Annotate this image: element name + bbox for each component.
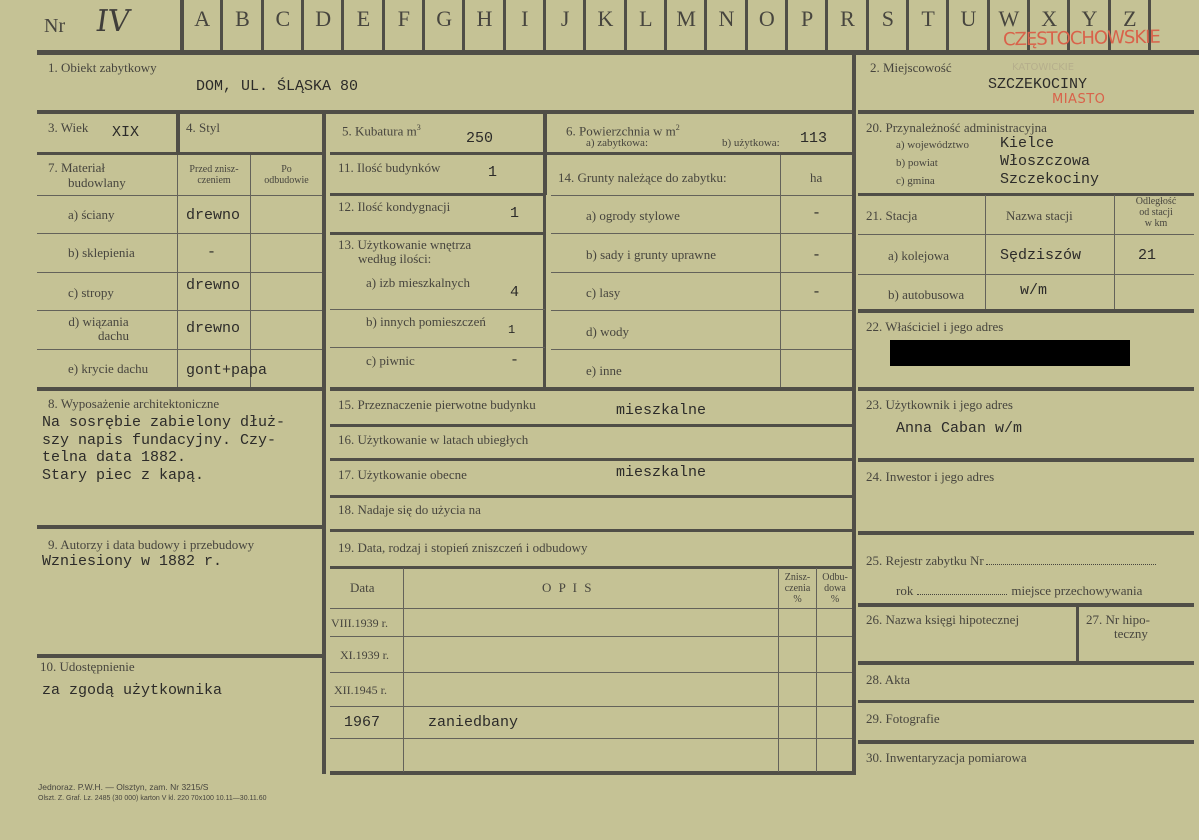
rule <box>37 387 322 391</box>
index-letter-u: U <box>960 6 977 31</box>
field-1-label: 1. Obiekt zabytkowy <box>48 60 157 75</box>
rule <box>551 310 852 311</box>
field-14-row-a-value: - <box>812 205 822 222</box>
field-7-row-d-label: d) wiązania dachu <box>68 314 130 343</box>
index-letter-j: J <box>560 6 570 31</box>
index-letter-k: K <box>597 6 614 31</box>
rule <box>1114 195 1115 310</box>
field-27-label: 27. Nr hipo- teczny <box>1086 612 1150 641</box>
field-6-label: 6. Powierzchnia w $m^2$ <box>566 123 680 139</box>
rule <box>858 531 1194 535</box>
rule <box>330 495 852 498</box>
field-8-line-1: Na sosrębie zabielony dłuż- <box>42 414 286 431</box>
printer-imprint-2: Olszt. Z. Graf. Lz. 2485 (30 000) karton V kl. 220 70x100 10.11—30.11.60 <box>38 795 267 802</box>
rule <box>551 233 852 234</box>
field-7-row-c-value: drewno <box>186 277 241 294</box>
field-30-label: 30. Inwentaryzacja pomiarowa <box>866 750 1027 765</box>
rule <box>1076 606 1079 664</box>
rule <box>330 387 852 391</box>
field-15-label: 15. Przeznaczenie pierwotne budynku <box>338 397 536 412</box>
field-3-label: 3. Wiek <box>48 120 89 135</box>
field-3-value: XIX <box>112 124 140 141</box>
field-13-b-label: b) innych pomieszczeń <box>366 314 486 329</box>
index-letter-d: D <box>315 6 332 31</box>
field-7-col-before: Przed znisz- czeniem <box>189 164 239 186</box>
field-7-row-c-label: c) stropy <box>68 285 114 300</box>
field-19-row-2-date: XI.1939 r. <box>340 648 389 662</box>
rule <box>330 347 545 348</box>
field-21-col-dist: Odległość od stacji w km <box>1135 196 1177 229</box>
field-25-label: 25. Rejestr zabytku Nr <box>866 554 1156 568</box>
field-5-value: 250 <box>466 130 494 147</box>
index-letter-x: X <box>1041 6 1058 31</box>
field-7-row-b-label: b) sklepienia <box>68 245 135 260</box>
field-5-label: 5. Kubatura $m^3$ <box>342 123 421 139</box>
index-letter-b: B <box>235 6 250 31</box>
rule <box>858 458 1194 462</box>
field-10-value: za zgodą użytkownika <box>42 682 223 699</box>
field-14-row-c-label: c) lasy <box>586 285 621 300</box>
index-letter-i: I <box>521 6 529 31</box>
rule <box>543 195 546 388</box>
rule <box>37 349 322 350</box>
field-14-row-b-value: - <box>812 247 822 264</box>
rule <box>330 152 852 155</box>
index-letter-r: R <box>840 6 855 31</box>
field-1-value: DOM, UL. ŚLĄSKA 80 <box>196 78 359 95</box>
field-7-label: 7. Materiał <box>48 160 106 175</box>
field-20-woj-value: Kielce <box>1000 135 1055 152</box>
index-letter-l: L <box>639 6 653 31</box>
rule <box>330 529 852 532</box>
rule <box>322 114 326 774</box>
field-19-row-3-date: XII.1945 r. <box>334 683 387 697</box>
rule <box>37 310 322 311</box>
field-26-label: 26. Nazwa księgi hipotecznej <box>866 612 1020 627</box>
field-10-label: 10. Udostępnienie <box>40 659 135 674</box>
field-14-row-d-label: d) wody <box>586 324 629 339</box>
field-21-bus-label: b) autobusowa <box>888 287 965 302</box>
field-28-label: 28. Akta <box>866 672 911 687</box>
field-21-rail-label: a) kolejowa <box>888 248 950 263</box>
rule <box>330 309 545 310</box>
field-19-col-opis: O P I S <box>542 580 594 595</box>
field-7-row-d-value: drewno <box>186 320 241 337</box>
field-19-col-zniszczenia: Znisz- czenia % <box>784 572 811 605</box>
field-2-label: 2. Miejscowość <box>870 60 952 75</box>
rule <box>176 114 180 153</box>
field-7-row-a-value: drewno <box>186 207 241 224</box>
field-13-a-label: a) izb mieszkalnych <box>366 275 470 290</box>
rule <box>330 771 852 775</box>
field-18-label: 18. Nadaje się do użycia na <box>338 502 481 517</box>
rule <box>330 706 852 707</box>
index-letter-s: S <box>881 6 894 31</box>
rule <box>985 195 986 310</box>
field-7-col-after: Po odbudowie <box>264 164 309 186</box>
rule <box>551 272 852 273</box>
index-letter-f: F <box>397 6 410 31</box>
rule <box>330 608 852 609</box>
field-19-row-4-opis: zaniedbany <box>428 714 519 731</box>
field-17-label: 17. Użytkowanie obecne <box>338 467 467 482</box>
field-21-label: 21. Stacja <box>866 208 918 223</box>
index-letter-t: T <box>921 6 935 31</box>
field-19-label: 19. Data, rodzaj i stopień zniszczeń i odbudowy <box>338 540 588 555</box>
voivodeship-stamp: KATOWICKIE <box>1012 62 1075 73</box>
field-19-col-date: Data <box>350 580 375 595</box>
rule <box>37 272 322 273</box>
index-letter-h: H <box>476 6 493 31</box>
field-23-value: Anna Caban w/m <box>896 420 1023 437</box>
nr-label: Nr <box>44 15 66 37</box>
rule <box>37 525 322 529</box>
field-13-c-value: - <box>510 352 520 369</box>
field-13-a-value: 4 <box>510 284 520 301</box>
field-11-value: 1 <box>488 164 498 181</box>
field-7-row-b-value: - <box>207 244 217 261</box>
rule <box>37 195 322 196</box>
field-12-value: 1 <box>510 205 520 222</box>
owner-redaction-bar <box>890 340 1130 366</box>
rule <box>37 50 1199 55</box>
field-25-rok-line: rok miejsce przechowywania <box>896 583 1143 598</box>
rule <box>330 193 545 196</box>
place-type-stamp: MIASTO <box>1052 92 1106 107</box>
field-8-line-2: szy napis fundacyjny. Czy- <box>42 432 277 449</box>
field-7-row-e-value: gont+papa <box>186 362 268 379</box>
field-20-pow-value: Włoszczowa <box>1000 153 1091 170</box>
field-13-label: 13. Użytkowanie wnętrza według ilości: <box>338 237 472 266</box>
index-letter-m: M <box>676 6 696 31</box>
rule <box>330 672 852 673</box>
field-15-value: mieszkalne <box>616 402 707 419</box>
field-21-bus-name: w/m <box>1020 282 1048 299</box>
field-4-label: 4. Styl <box>186 120 220 135</box>
field-20-label: 20. Przynależność administracyjna <box>866 120 1047 135</box>
index-letter-c: C <box>275 6 291 31</box>
header-divider <box>180 0 184 50</box>
field-6-a: a) zabytkowa: <box>586 137 648 149</box>
rule <box>551 195 852 196</box>
rule <box>330 458 852 461</box>
field-14-row-b-label: b) sady i grunty uprawne <box>586 247 716 262</box>
field-14-row-c-value: - <box>812 284 822 301</box>
field-14-unit: ha <box>810 170 823 185</box>
rule <box>858 661 1194 665</box>
voivodeship-stamp-main: CZĘSTOCHOWSKIE <box>1002 26 1161 51</box>
field-11-label: 11. Ilość budynków <box>338 160 441 175</box>
index-letter-g: G <box>436 6 453 31</box>
index-letter-z: Z <box>1123 6 1137 31</box>
rule <box>330 738 852 739</box>
rule <box>858 700 1194 703</box>
field-17-value: mieszkalne <box>616 464 707 481</box>
field-2-value: SZCZEKOCINY <box>988 76 1088 93</box>
field-23-label: 23. Użytkownik i jego adres <box>866 397 1013 412</box>
rule <box>403 568 404 772</box>
rule <box>37 654 322 658</box>
field-13-b-value: 1 <box>508 323 516 337</box>
rule <box>858 387 1194 391</box>
field-7-row-a-label: a) ściany <box>68 207 115 222</box>
rule <box>551 349 852 350</box>
nr-value: IV <box>93 4 133 39</box>
index-letter-y: Y <box>1081 6 1098 31</box>
field-14-label: 14. Grunty należące do zabytku: <box>558 170 727 185</box>
field-9-value: Wzniesiony w 1882 r. <box>42 553 223 570</box>
rule <box>858 110 1194 114</box>
field-16-label: 16. Użytkowanie w latach ubiegłych <box>338 432 529 447</box>
field-20-pow-label: b) powiat <box>896 157 938 169</box>
index-letter-a: A <box>194 6 211 31</box>
index-letter-p: P <box>801 6 814 31</box>
field-8-label: 8. Wyposażenie architektoniczne <box>48 396 220 411</box>
field-19-row-1-date: VIII.1939 r. <box>331 616 388 630</box>
rule <box>858 234 1194 235</box>
printer-imprint-1: Jednoraz. P.W.H. — Olsztyn, zam. Nr 3215/S <box>38 782 209 792</box>
rule <box>37 152 322 155</box>
field-8-line-4: Stary piec z kapą. <box>42 467 205 484</box>
rule <box>330 566 852 569</box>
index-letter-n: N <box>718 6 735 31</box>
rule <box>330 636 852 637</box>
field-21-rail-name: Sędziszów <box>1000 247 1082 264</box>
rule <box>37 110 852 114</box>
rule <box>852 55 856 775</box>
rule <box>858 740 1194 744</box>
field-14-row-a-label: a) ogrody stylowe <box>586 208 680 223</box>
rule <box>858 309 1194 313</box>
field-6-b: b) użytkowa: <box>722 137 780 149</box>
rule <box>858 274 1194 275</box>
field-21-col-name: Nazwa stacji <box>1006 208 1073 223</box>
field-20-gm-value: Szczekociny <box>1000 171 1100 188</box>
index-letter-e: E <box>356 6 371 31</box>
field-13-c-label: c) piwnic <box>366 353 415 368</box>
rule <box>330 424 852 427</box>
rule <box>37 233 322 234</box>
field-24-label: 24. Inwestor i jego adres <box>866 469 995 484</box>
rule <box>858 603 1194 607</box>
field-20-woj-label: a) województwo <box>896 139 970 151</box>
field-21-rail-dist: 21 <box>1138 247 1157 264</box>
field-6-b-value: 113 <box>800 130 828 147</box>
field-7-row-e-label: e) krycie dachu <box>68 361 149 376</box>
rule <box>330 232 545 235</box>
index-letter-w: W <box>998 6 1020 31</box>
field-7-label-2: budowlany <box>68 175 126 190</box>
field-14-row-e-label: e) inne <box>586 363 622 378</box>
field-8-line-3: telna data 1882. <box>42 449 187 466</box>
field-9-label: 9. Autorzy i data budowy i przebudowy <box>48 537 255 552</box>
field-19-row-4-date: 1967 <box>344 714 381 731</box>
field-12-label: 12. Ilość kondygnacji <box>338 199 451 214</box>
field-20-gm-label: c) gmina <box>896 175 935 187</box>
field-19-col-odbudowa: Odbu- dowa % <box>822 572 848 605</box>
index-letter-o: O <box>758 6 775 31</box>
field-29-label: 29. Fotografie <box>866 711 940 726</box>
field-22-label: 22. Właściciel i jego adres <box>866 319 1004 334</box>
